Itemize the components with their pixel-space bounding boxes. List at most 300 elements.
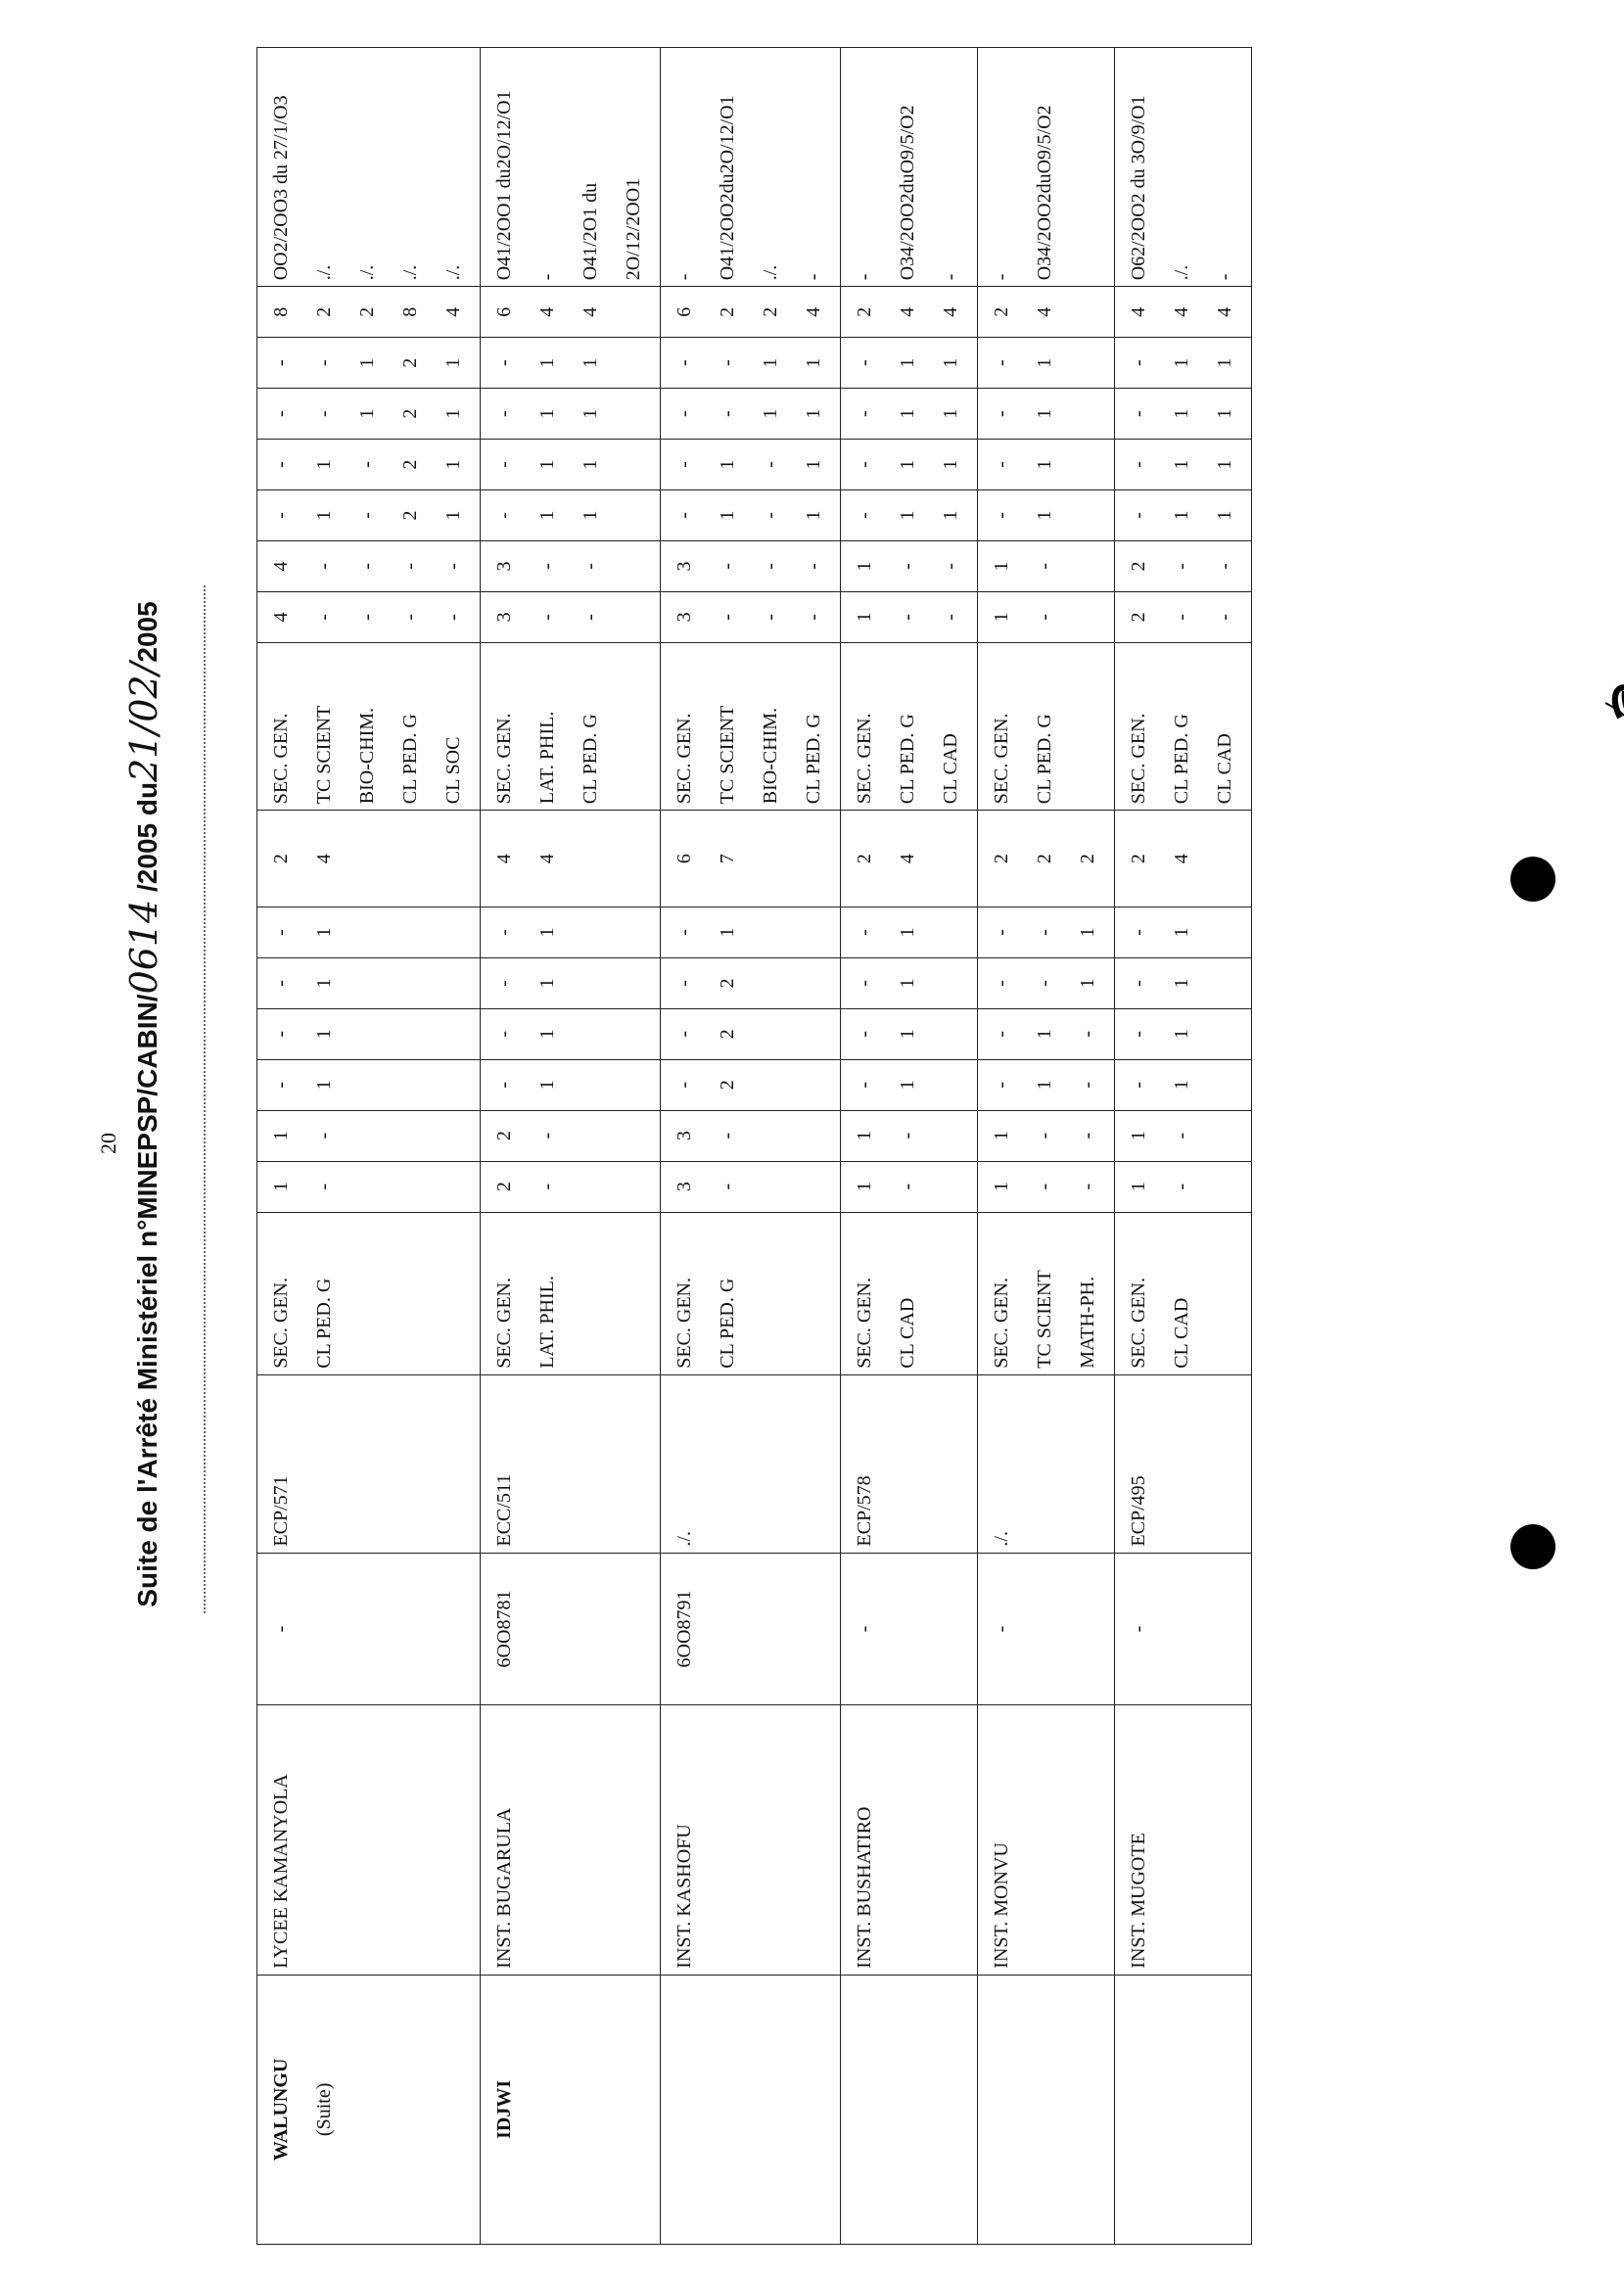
decision-cell [1115,48,1252,287]
new-count-cell [661,389,841,440]
title-handwritten-date: 21/02/ [122,662,165,782]
school-ref: ECC/511 [493,1473,515,1547]
new-section-cell [257,642,481,810]
prev-count-cell [978,1110,1115,1161]
cell-line: CL PED. G [717,1278,738,1369]
cell-line: - [854,359,875,367]
new-section-cell [841,642,978,810]
prev-count-cell [978,1008,1115,1059]
cell-line [749,913,792,952]
cell-line: - [854,410,875,417]
cell-line [1066,547,1109,585]
cell-line [792,1015,835,1053]
cell-line [432,816,475,901]
cell-line [432,913,475,952]
prev-count-cell [257,957,481,1008]
cell-line: 4 [897,306,918,317]
title-underline [204,585,206,1613]
table-row [1115,48,1252,2245]
cell-line: - [442,614,464,621]
prev-count-cell [257,1110,481,1161]
prev-count-cell [661,957,841,1008]
cell-line [612,964,655,1002]
cell-line [749,816,792,901]
cell-line: - [897,1183,918,1190]
title-handwritten-number: 0614 [122,899,165,995]
cell-line: - [580,614,601,621]
new-count-cell [257,440,481,490]
new-count-cell [481,440,661,490]
school-cell [978,1705,1115,1975]
cell-line: - [536,273,558,281]
cell-line: 2 [399,459,421,470]
cell-line: - [270,1030,292,1038]
code-cell [661,1553,841,1705]
ref-cell [1115,1374,1252,1553]
cell-line: 4 [536,306,558,317]
cell-line: O34/2OO2duO9/5/O2 [897,105,918,281]
cell-line [792,964,835,1002]
prev-count-cell [257,1008,481,1059]
cell-line: 1 [1034,1029,1055,1040]
cell-line [569,816,612,901]
cell-line [1203,913,1246,952]
punch-hole [1510,1524,1555,1569]
new-count-cell [481,389,661,440]
school-cell [841,1705,978,1975]
decision-cell [257,48,481,287]
cell-line: 2 [1034,854,1055,864]
cell-line: 1 [991,612,1012,623]
cell-line: 1 [313,978,335,989]
cell-line [569,1219,612,1369]
cell-line: - [493,980,515,987]
prev-count-cell [661,1161,841,1212]
cell-line: 1 [1077,978,1098,989]
cell-line: - [991,1081,1012,1089]
cell-line: - [717,1132,738,1140]
cell-line: 1 [1171,510,1192,521]
new-count-cell [661,440,841,490]
cell-line: - [356,563,378,570]
prev-count-cell [661,907,841,957]
cell-line: - [356,461,378,468]
cell-line: 1 [940,408,961,419]
cell-line: 1 [940,459,961,470]
cell-line: - [673,410,695,417]
cell-line: 1 [1171,978,1192,989]
cell-line: 1 [897,459,918,470]
prev-total-cell [661,811,841,907]
cell-line: 1 [270,1131,292,1141]
cell-line: 2 [1077,854,1098,864]
prev-count-cell [1115,1059,1252,1110]
cell-line: TC SCIENT [1034,1270,1055,1369]
cell-line: 4 [580,306,601,317]
school-cell [1115,1705,1252,1975]
cell-line: 1 [854,1131,875,1141]
new-count-cell [481,540,661,591]
prev-count-cell [978,1059,1115,1110]
cell-line: - [897,1132,918,1140]
school-code: - [991,1625,1012,1633]
cell-line: 1 [1214,408,1235,419]
cell-line: 1 [1171,927,1192,938]
cell-line: 1 [940,357,961,368]
cell-line: - [673,1081,695,1089]
cell-line: - [313,1132,335,1140]
cell-line: 4 [940,306,961,317]
cell-line: - [717,563,738,570]
prev-section-cell [1115,1212,1252,1374]
prev-count-cell [841,1008,978,1059]
prev-count-cell [841,957,978,1008]
cell-line: CL CAD [1171,1297,1192,1369]
cell-line [389,1015,432,1053]
prev-section-cell [257,1212,481,1374]
cell-line: - [1034,563,1055,570]
cell-line: CL PED. G [1034,714,1055,805]
cell-line: - [313,1183,335,1190]
cell-line: - [897,563,918,570]
cell-line [569,1117,612,1155]
cell-line: 1 [580,510,601,521]
prev-total-cell [481,811,661,907]
province-cell [978,1975,1115,2244]
cell-line: MATH-PH. [1077,1276,1098,1369]
cell-line: - [1128,980,1149,987]
cell-line [792,1066,835,1104]
cell-line: - [673,929,695,936]
cell-line [792,816,835,901]
prev-count-cell [257,1161,481,1212]
cell-line: - [1214,614,1235,621]
cell-line: - [313,359,335,367]
school-ref: ECP/571 [270,1475,292,1547]
title-middle: /2005 du [132,781,162,892]
cell-line: - [313,410,335,417]
cell-line: - [270,980,292,987]
cell-line [389,816,432,901]
cell-line: - [1214,563,1235,570]
province-name: IDJWI [493,2079,515,2139]
cell-line: 1 [897,978,918,989]
cell-line: - [803,273,824,281]
cell-line: 1 [803,510,824,521]
cell-line [569,964,612,1002]
cell-line: ./. [442,264,464,281]
cell-line: CL SOC [442,736,464,805]
new-count-cell [978,338,1115,389]
cell-line: 1 [313,927,335,938]
cell-line: 1 [760,408,781,419]
cell-line: - [991,1030,1012,1038]
cell-line: - [717,614,738,621]
cell-line: - [760,614,781,621]
cell-line: 1 [1034,459,1055,470]
cell-line: 4 [1128,306,1149,317]
new-count-cell [257,591,481,642]
new-count-cell [1115,540,1252,591]
cell-line: 2 [1128,561,1149,572]
new-count-cell [1115,389,1252,440]
cell-line [929,913,972,952]
new-count-cell [481,338,661,389]
new-section-cell [661,642,841,810]
cell-line: SEC. GEN. [991,713,1012,805]
cell-line [389,964,432,1002]
new-count-cell [661,338,841,389]
cell-line: BIO-CHIM. [356,707,378,805]
cell-line: - [854,512,875,519]
cell-line [569,1015,612,1053]
cell-line: - [1171,614,1192,621]
province-cell [257,1975,481,2244]
schools-table [256,47,1252,2245]
cell-line: - [854,929,875,936]
cell-line: CL PED. G [1171,714,1192,805]
cell-line: SEC. GEN. [673,713,695,805]
code-cell [481,1553,661,1705]
cell-line: - [313,563,335,570]
cell-line: - [991,929,1012,936]
prev-count-cell [1115,957,1252,1008]
cell-line: - [991,359,1012,367]
prev-total-cell [1115,811,1252,907]
cell-line: 1 [536,459,558,470]
prev-section-cell [978,1212,1115,1374]
cell-line: - [1034,614,1055,621]
cell-line: ./. [313,264,335,281]
cell-line: - [803,614,824,621]
cell-line: 3 [493,612,515,623]
cell-line: 1 [803,408,824,419]
prev-section-cell [661,1212,841,1374]
cell-line [1203,1219,1246,1369]
cell-line: - [1171,1183,1192,1190]
cell-line: 1 [313,459,335,470]
cell-line: LAT. PHIL. [536,1276,558,1369]
cell-line: - [673,273,695,281]
cell-line: 1 [1034,408,1055,419]
cell-line: - [854,1081,875,1089]
ref-cell [978,1374,1115,1553]
cell-line: SEC. GEN. [854,1277,875,1369]
cell-line: - [803,563,824,570]
cell-line: 4 [442,306,464,317]
prev-count-cell [661,1008,841,1059]
decision-cell [481,48,661,287]
cell-line [1203,816,1246,901]
cell-line: 4 [313,854,335,864]
cell-line: 1 [940,510,961,521]
cell-line [929,1015,972,1053]
cell-line: - [1214,273,1235,281]
cell-line [612,1066,655,1104]
cell-line: - [940,614,961,621]
school-cell [481,1705,661,1975]
cell-line: SEC. GEN. [1128,713,1149,805]
cell-line [1066,395,1109,433]
cell-line: - [536,1183,558,1190]
cell-line [1066,496,1109,535]
cell-line [612,913,655,952]
cell-line: 3 [493,561,515,572]
prev-count-cell [978,907,1115,957]
cell-line: CL PED. G [399,714,421,805]
cell-line: 1 [897,408,918,419]
cell-line: 3 [673,612,695,623]
cell-line [929,1219,972,1369]
new-count-cell [1115,490,1252,541]
cell-line: O62/2OO2 du 3O/9/O1 [1128,95,1149,281]
cell-line: 2 [313,306,335,317]
cell-line: - [1128,1081,1149,1089]
cell-line [612,395,655,433]
title-printed: Suite de l'Arrêté Ministériel n°MINEPSP/CABIN/ [132,994,162,1607]
cell-line: 1 [991,1182,1012,1192]
cell-line: - [673,1030,695,1038]
prev-count-cell [1115,1161,1252,1212]
school-name: INST. MUGOTE [1128,1833,1149,1969]
cell-line: 1 [897,927,918,938]
cell-line: - [270,1081,292,1089]
cell-line [612,445,655,484]
new-count-cell [661,540,841,591]
prev-count-cell [978,1161,1115,1212]
signature-mark [1596,674,1624,811]
cell-line: 3 [673,1131,695,1141]
new-count-cell [481,591,661,642]
cell-line [612,598,655,636]
cell-line: - [1171,563,1192,570]
cell-line: 2 [760,306,781,317]
prev-count-cell [481,907,661,957]
cell-line: 1 [854,561,875,572]
cell-line: 1 [897,510,918,521]
cell-line: BIO-CHIM. [760,707,781,805]
cell-line: SEC. GEN. [854,713,875,805]
cell-line: 2 [493,1182,515,1192]
prev-count-cell [481,1008,661,1059]
cell-line: 3 [673,1182,695,1192]
cell-line [346,1219,389,1369]
cell-line: - [1128,359,1149,367]
cell-line: 4 [1034,306,1055,317]
ref-cell [661,1374,841,1553]
new-total-cell [257,287,481,338]
cell-line [1203,1168,1246,1206]
cell-line [432,1117,475,1155]
table-row [257,48,481,2245]
cell-line: 1 [991,1131,1012,1141]
page-title [122,566,165,1643]
cell-line [346,1066,389,1104]
new-count-cell [978,440,1115,490]
cell-line: - [270,359,292,367]
cell-line: - [536,614,558,621]
cell-line: - [717,359,738,367]
cell-line: 1 [803,357,824,368]
cell-line: - [673,512,695,519]
cell-line: 2 [717,1029,738,1040]
code-cell [978,1553,1115,1705]
prev-count-cell [1115,1110,1252,1161]
cell-line: 6 [493,306,515,317]
school-ref: ./. [673,1531,695,1547]
new-count-cell [481,490,661,541]
cell-line: CL PED. G [803,714,824,805]
prev-section-cell [841,1212,978,1374]
cell-line: 4 [493,854,515,864]
cell-line: - [1128,410,1149,417]
cell-line: ./. [760,264,781,281]
cell-line [569,1168,612,1206]
cell-line: 4 [536,854,558,864]
cell-line [612,816,655,901]
cell-line: - [991,410,1012,417]
ref-cell [257,1374,481,1553]
new-count-cell [978,389,1115,440]
table-row [661,48,841,2245]
cell-line: - [313,614,335,621]
prev-count-cell [481,1110,661,1161]
cell-line [389,1066,432,1104]
cell-line [389,1219,432,1369]
prev-count-cell [661,1059,841,1110]
cell-line [1066,649,1109,804]
cell-line: 1 [442,357,464,368]
cell-line: TC SCIENT [313,705,335,805]
cell-line: CL CAD [940,733,961,805]
table-row [978,48,1115,2245]
prev-count-cell [257,907,481,957]
cell-line: 4 [1214,306,1235,317]
cell-line: - [536,1132,558,1140]
cell-line: - [493,410,515,417]
cell-line [929,1168,972,1206]
cell-line: - [673,980,695,987]
cell-line: - [1034,1132,1055,1140]
cell-line: 1 [536,408,558,419]
cell-line: - [854,461,875,468]
new-total-cell [978,287,1115,338]
cell-line [346,964,389,1002]
cell-line: 1 [270,1182,292,1192]
prev-count-cell [661,1110,841,1161]
cell-line: CL PED. G [313,1278,335,1369]
prev-count-cell [841,1161,978,1212]
cell-line [612,293,655,331]
new-total-cell [661,287,841,338]
cell-line: 2 [991,854,1012,864]
new-section-cell [481,642,661,810]
prev-total-cell [841,811,978,907]
prev-count-cell [481,1161,661,1212]
decision-cell [978,48,1115,287]
school-cell [257,1705,481,1975]
school-code: 6OO8791 [673,1590,695,1668]
prev-count-cell [1115,1008,1252,1059]
cell-line: - [1077,1030,1098,1038]
cell-line: SEC. GEN. [991,1277,1012,1369]
cell-line: 1 [580,459,601,470]
punch-hole [1510,857,1555,902]
cell-line [389,913,432,952]
cell-line: CL CAD [1214,733,1235,805]
province-name: WALUNGU [270,2058,292,2162]
cell-line: O34/2OO2duO9/5/O2 [1034,105,1055,281]
